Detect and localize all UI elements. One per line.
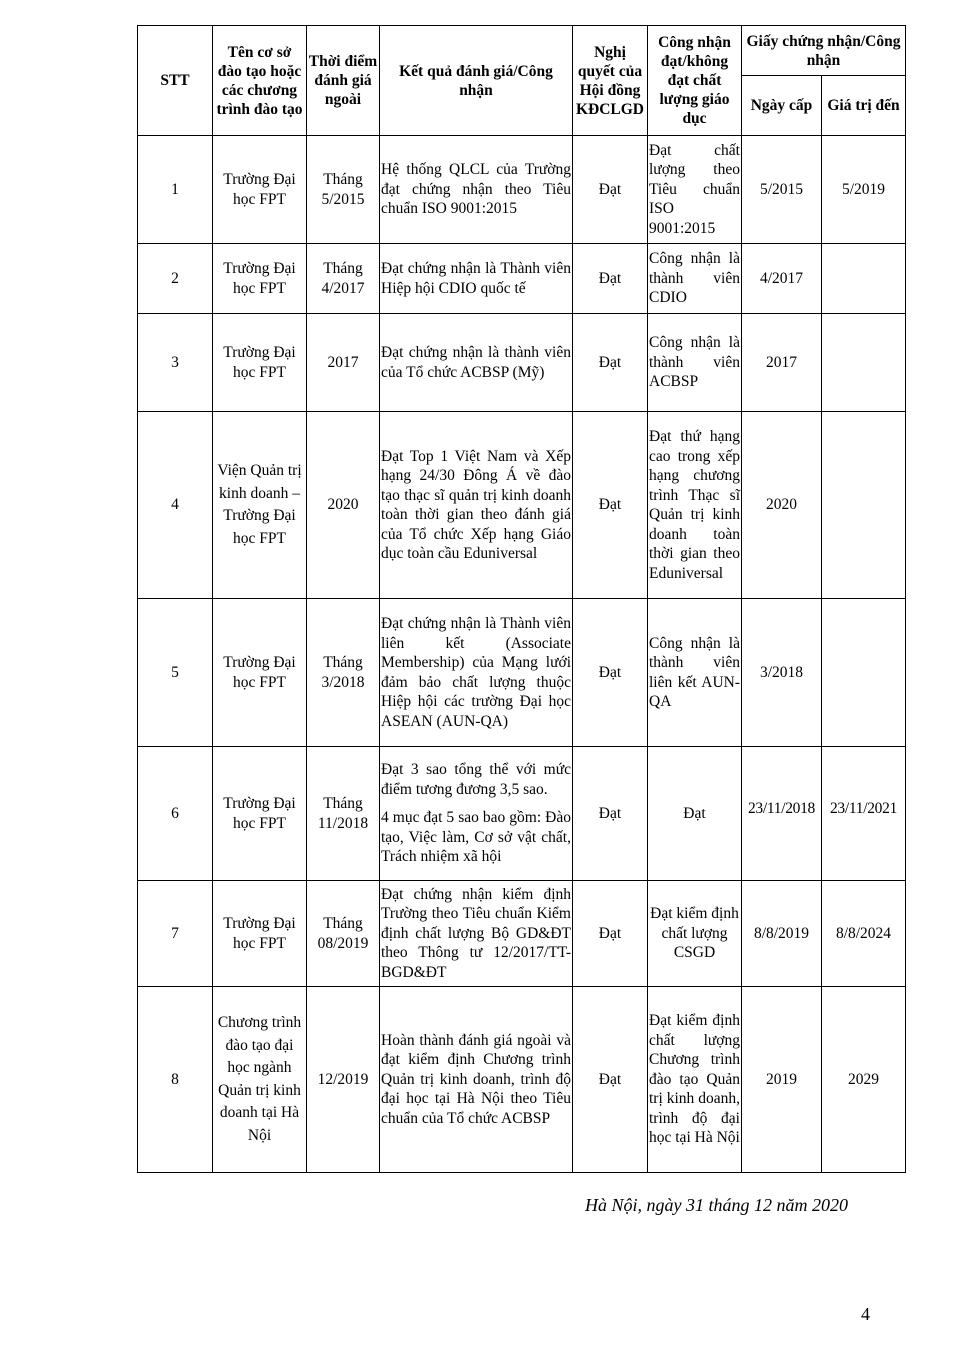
cell-ngay-cap: 3/2018 bbox=[742, 599, 822, 747]
cell-ngay-cap: 8/8/2019 bbox=[742, 881, 822, 987]
cell-ngay-cap: 2020 bbox=[742, 412, 822, 599]
cell-nghi-quyet: Đạt bbox=[573, 136, 648, 244]
table-row bbox=[138, 987, 906, 1173]
cell-stt: 3 bbox=[138, 314, 213, 412]
cell-stt: 7 bbox=[138, 881, 213, 987]
table-row bbox=[138, 314, 906, 412]
accreditation-table bbox=[137, 25, 906, 1173]
ket-qua-text: Đạt Top 1 Việt Nam và Xếp hạng 24/30 Đông Á về đào tạo thạc sĩ quản trị kinh doanh toàn thời gian theo đánh giá của Tổ chức Xếp hạng Giáo dục toàn cầu Eduniversal bbox=[381, 447, 571, 562]
ket-qua-text: Đạt 3 sao tổng thể với mức điểm tương đương 3,5 sao. bbox=[381, 761, 571, 798]
cell-ten: Trường Đại học FPT bbox=[213, 599, 307, 747]
cell-nghi-quyet: Đạt bbox=[573, 747, 648, 881]
cell-nghi-quyet: Đạt bbox=[573, 412, 648, 599]
cell-nghi-quyet: Đạt bbox=[573, 314, 648, 412]
ket-qua-text: Hoàn thành đánh giá ngoài và đạt kiểm định Chương trình Quản trị kinh doanh, trình độ đại học tại Hà Nội theo Tiêu chuẩn của Tổ chức ACBSP bbox=[381, 1031, 571, 1127]
cell-ten: Trường Đại học FPT bbox=[213, 314, 307, 412]
cell-gia-tri-den bbox=[822, 244, 906, 314]
header-ngay-cap: Ngày cấp bbox=[742, 76, 822, 136]
cell-thoi-diem: 12/2019 bbox=[307, 987, 380, 1173]
cell-ket-qua bbox=[380, 599, 573, 747]
cell-cong-nhan: Công nhận là thành viên ACBSP bbox=[648, 314, 742, 412]
header-nghi-quyet: Nghị quyết của Hội đồng KĐCLGD bbox=[573, 26, 648, 136]
table-row bbox=[138, 881, 906, 987]
cell-thoi-diem: Tháng 3/2018 bbox=[307, 599, 380, 747]
cell-ket-qua bbox=[380, 747, 573, 881]
cell-ten: Viện Quản trị kinh doanh – Trường Đại học FPT bbox=[213, 412, 307, 599]
cell-cong-nhan: Công nhận là thành viên liên kết AUN-QA bbox=[648, 599, 742, 747]
cell-thoi-diem: Tháng 11/2018 bbox=[307, 747, 380, 881]
cell-nghi-quyet: Đạt bbox=[573, 244, 648, 314]
cell-stt: 5 bbox=[138, 599, 213, 747]
cell-ngay-cap: 2019 bbox=[742, 987, 822, 1173]
cell-cong-nhan: Đạt bbox=[648, 747, 742, 881]
table-row bbox=[138, 412, 906, 599]
cell-stt: 6 bbox=[138, 747, 213, 881]
cell-ten: Trường Đại học FPT bbox=[213, 136, 307, 244]
table-row bbox=[138, 747, 906, 881]
header-gia-tri-den: Giá trị đến bbox=[822, 76, 906, 136]
header-cong-nhan: Công nhận đạt/không đạt chất lượng giáo dục bbox=[648, 26, 742, 136]
cell-thoi-diem: Tháng 08/2019 bbox=[307, 881, 380, 987]
header-ket-qua: Kết quả đánh giá/Công nhận bbox=[380, 26, 573, 136]
document-date: Hà Nội, ngày 31 tháng 12 năm 2020 bbox=[585, 1195, 848, 1215]
table-header bbox=[138, 26, 906, 136]
cell-ten: Trường Đại học FPT bbox=[213, 747, 307, 881]
cell-ten: Trường Đại học FPT bbox=[213, 244, 307, 314]
cell-ten: Chương trình đào tạo đại học ngành Quản trị kinh doanh tại Hà Nội bbox=[213, 987, 307, 1173]
header-ten-co-so: Tên cơ sở đào tạo hoặc các chương trình đào tạo bbox=[213, 26, 307, 136]
cell-thoi-diem: 2017 bbox=[307, 314, 380, 412]
table-row bbox=[138, 136, 906, 244]
cell-cong-nhan: Đạt thứ hạng cao trong xếp hạng chương trình Thạc sĩ Quản trị kinh doanh toàn thời gian theo Eduniversal bbox=[648, 412, 742, 599]
cell-thoi-diem: Tháng 4/2017 bbox=[307, 244, 380, 314]
ket-qua-text: Đạt chứng nhận là Thành viên Hiệp hội CDIO quốc tế bbox=[381, 260, 571, 297]
cell-cong-nhan: Công nhận là thành viên CDIO bbox=[648, 244, 742, 314]
cell-cong-nhan: Đạt chất lượng theo Tiêu chuẩn ISO 9001:2015 bbox=[648, 136, 742, 244]
cell-ket-qua bbox=[380, 136, 573, 244]
cell-gia-tri-den bbox=[822, 314, 906, 412]
header-giay-chung-nhan: Giấy chứng nhận/Công nhận bbox=[742, 26, 906, 76]
cell-gia-tri-den: 23/11/2021 bbox=[822, 747, 906, 881]
cell-gia-tri-den: 5/2019 bbox=[822, 136, 906, 244]
cell-ngay-cap: 5/2015 bbox=[742, 136, 822, 244]
cell-nghi-quyet: Đạt bbox=[573, 881, 648, 987]
cell-ket-qua bbox=[380, 314, 573, 412]
cell-gia-tri-den bbox=[822, 599, 906, 747]
cell-cong-nhan: Đạt kiểm định chất lượng Chương trình đào tạo Quản trị kinh doanh, trình độ đại học tại Hà Nội bbox=[648, 987, 742, 1173]
table-row bbox=[138, 244, 906, 314]
cell-ket-qua bbox=[380, 244, 573, 314]
header-thoi-diem: Thời điểm đánh giá ngoài bbox=[307, 26, 380, 136]
cell-nghi-quyet: Đạt bbox=[573, 599, 648, 747]
cell-thoi-diem: Tháng 5/2015 bbox=[307, 136, 380, 244]
ket-qua-text: Đạt chứng nhận là thành viên của Tổ chức ACBSP (Mỹ) bbox=[381, 344, 571, 381]
cell-stt: 1 bbox=[138, 136, 213, 244]
cell-ket-qua bbox=[380, 881, 573, 987]
cell-stt: 4 bbox=[138, 412, 213, 599]
cell-ngay-cap: 23/11/2018 bbox=[742, 747, 822, 881]
cell-ngay-cap: 2017 bbox=[742, 314, 822, 412]
cell-ten: Trường Đại học FPT bbox=[213, 881, 307, 987]
cell-ngay-cap: 4/2017 bbox=[742, 244, 822, 314]
ket-qua-text: Đạt chứng nhận kiểm định Trường theo Tiêu chuẩn Kiểm định chất lượng Bộ GD&ĐT theo Thông tư 12/2017/TT-BGD&ĐT bbox=[381, 885, 571, 981]
cell-stt: 8 bbox=[138, 987, 213, 1173]
header-stt: STT bbox=[138, 26, 213, 136]
cell-gia-tri-den: 2029 bbox=[822, 987, 906, 1173]
cell-stt: 2 bbox=[138, 244, 213, 314]
cell-thoi-diem: 2020 bbox=[307, 412, 380, 599]
cell-ket-qua bbox=[380, 987, 573, 1173]
cell-ket-qua bbox=[380, 412, 573, 599]
table-row bbox=[138, 599, 906, 747]
cell-gia-tri-den bbox=[822, 412, 906, 599]
ket-qua-text: Hệ thống QLCL của Trường đạt chứng nhận theo Tiêu chuẩn ISO 9001:2015 bbox=[381, 161, 571, 218]
ket-qua-text-2: 4 mục đạt 5 sao bao gồm: Đào tạo, Việc làm, Cơ sở vật chất, Trách nhiệm xã hội bbox=[381, 809, 571, 866]
cell-cong-nhan: Đạt kiểm định chất lượng CSGD bbox=[648, 881, 742, 987]
cell-gia-tri-den: 8/8/2024 bbox=[822, 881, 906, 987]
page-number: 4 bbox=[861, 1304, 870, 1324]
ket-qua-text: Đạt chứng nhận là Thành viên liên kết (Associate Membership) của Mạng lưới đảm bảo chất lượng thuộc Hiệp hội các trường Đại học ASEAN (AUN-QA) bbox=[381, 615, 571, 730]
cell-nghi-quyet: Đạt bbox=[573, 987, 648, 1173]
